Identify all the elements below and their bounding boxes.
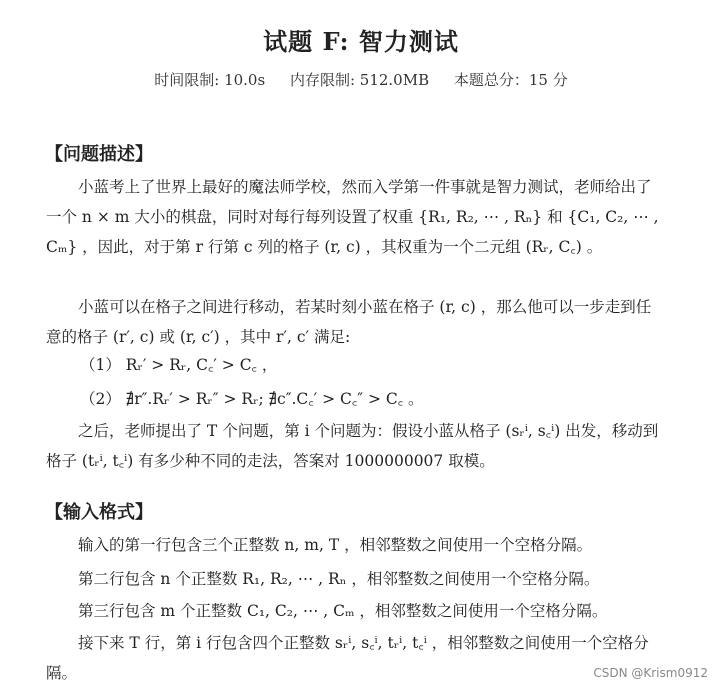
total-score: 本题总分：15 分 xyxy=(453,71,568,89)
input-line-2: 第二行包含 n 个正整数 R₁, R₂, ⋯ , Rₙ ，相邻整数之间使用一个空格分隔。 xyxy=(78,570,600,588)
meta-line xyxy=(0,69,722,90)
page-title: 试题 F: 智力测试 xyxy=(263,27,459,56)
input-line-3: 第三行包含 m 个正整数 C₁, C₂, ⋯ , Cₘ ，相邻整数之间使用一个空格分隔。 xyxy=(78,602,608,620)
problem-heading: 【问题描述】 xyxy=(45,144,153,165)
memory-limit: 内存限制: 512.0MB xyxy=(289,71,430,89)
condition-1: （1） Rᵣ′ > Rᵣ, C꜀′ > C꜀ ， xyxy=(80,356,278,374)
problem-paragraph-2: 小蓝可以在格子之间进行移动，若某时刻小蓝在格子 (r, c) ，那么他可以一步走到任意的格子 (r′, c) 或 (r, c′) ，其中 r′, c′ 满足: xyxy=(46,298,652,346)
input-line-1: 输入的第一行包含三个正整数 n, m, T ，相邻整数之间使用一个空格分隔。 xyxy=(78,536,593,554)
input-heading: 【输入格式】 xyxy=(45,502,153,523)
problem-paragraph-1: 小蓝考上了世界上最好的魔法师学校，然而入学第一件事就是智力测试，老师给出了一个 n × m 大小的棋盘，同时对每行每列设置了权重 {R₁, R₂, ⋯ , Rₙ} 和 {C₁, C₂, ⋯ , Cₘ} ，因此，对于第 r 行第 c 列的格子 (r, c) ，其权重为一个二元组 (Rᵣ, C꜀) 。 xyxy=(46,178,659,256)
input-line-4: 接下来 T 行，第 i 行包含四个正整数 sᵣⁱ, s꜀ⁱ, tᵣⁱ, t꜀ⁱ ，相邻整数之间使用一个空格分隔。 xyxy=(46,634,649,682)
condition-2: （2） ∄r″.Rᵣ′ > Rᵣ″ > Rᵣ; ∄c″.C꜀′ > C꜀″ > C꜀ 。 xyxy=(80,390,424,408)
watermark: CSDN @Krism0912 xyxy=(593,666,708,680)
time-limit: 时间限制: 10.0s xyxy=(154,71,266,89)
problem-paragraph-3: 之后，老师提出了 T 个问题，第 i 个问题为：假设小蓝从格子 (sᵣⁱ, s꜀ⁱ) 出发，移动到格子 (tᵣⁱ, t꜀ⁱ) 有多少种不同的走法，答案对 1000000007 取模。 xyxy=(46,422,659,470)
